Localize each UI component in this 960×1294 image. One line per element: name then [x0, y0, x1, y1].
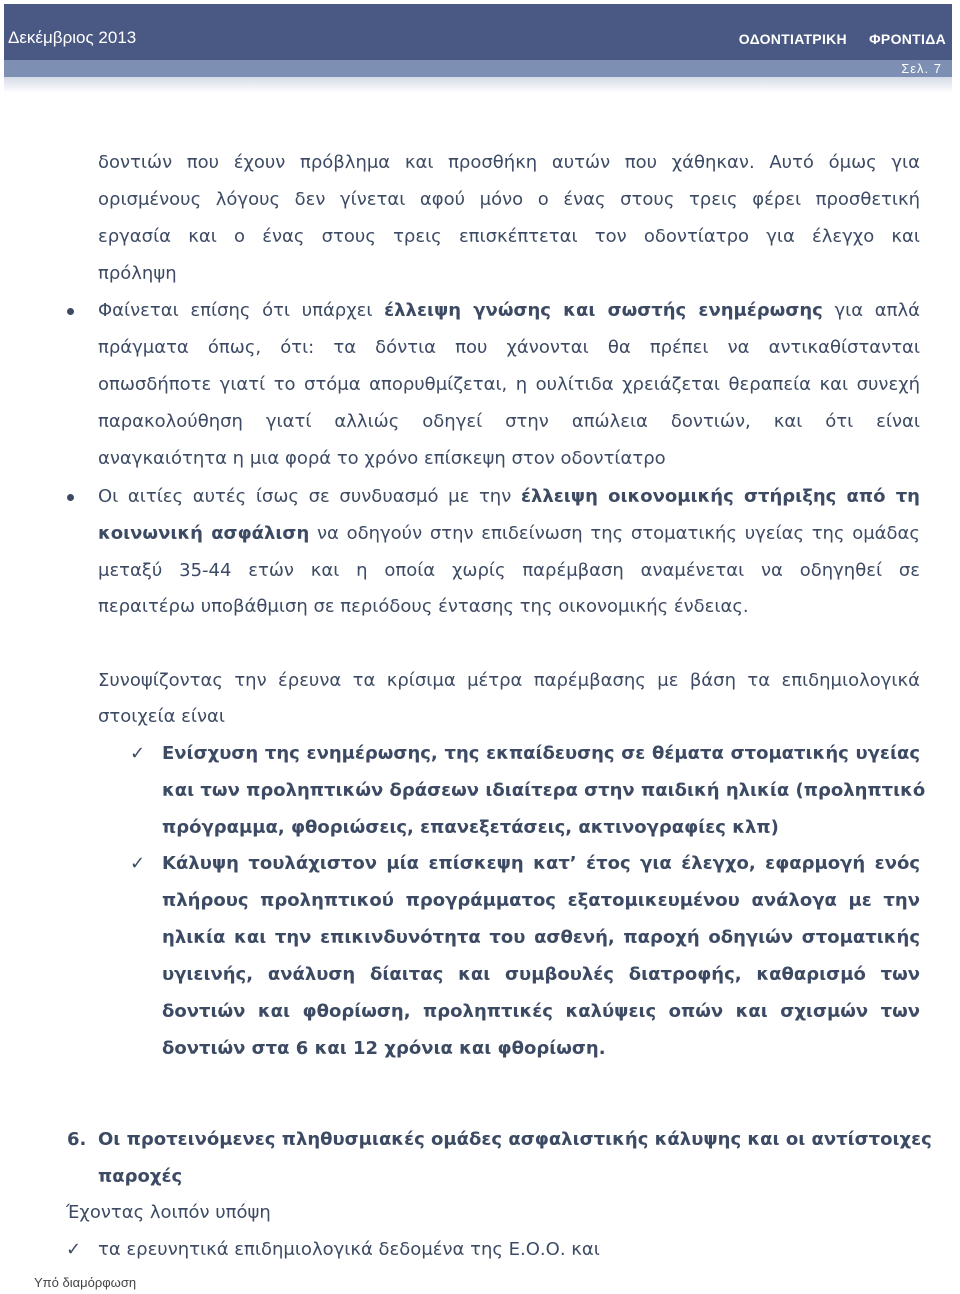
check2-line4: υγιεινής, ανάλυση δίαιτας και συμβουλές διατροφής, καθαρισμό των [162, 964, 920, 985]
bullet2-bold-phrase: έλλειψη οικονομικής στήριξης από τη [520, 486, 921, 507]
bullet1-bold-phrase: έλλειψη γνώσης και σωστής ενημέρωσης [384, 300, 823, 321]
bullet2-line1 [98, 486, 920, 508]
bullet1-line2: πράγματα όπως, ότι: τα δόντια που χάνονται θα πρέπει να αντικαθίστανται [98, 337, 920, 358]
section-heading-line1: Οι προτεινόμενες πληθυσμιακές ομάδες ασφαλιστικής κάλυψης και οι αντίστοιχες [98, 1129, 932, 1150]
check-icon: ✓ [130, 853, 146, 874]
para1-line3: εργασία και ο ένας στους τρεις επισκέπτεται τον οδοντίατρο για έλεγχο και [98, 226, 920, 247]
check2-line2: πλήρους προληπτικού προγράμματος εξατομικευμένου ανάλογα με την [162, 890, 920, 911]
check1-line2: και των προληπτικών δράσεων ιδιαίτερα στην παιδική ηλικία (προληπτικό [162, 780, 926, 801]
check-icon: ✓ [130, 743, 146, 764]
summary-line1: Συνοψίζοντας την έρευνα τα κρίσιμα μέτρα παρέμβασης με βάση τα επιδημιολογικά [98, 670, 920, 691]
check2-line3: ηλικία και την επικινδυνότητα του ασθενή, παροχή οδηγιών στοματικής [162, 927, 920, 948]
check1-line3: πρόγραμμα, φθοριώσεις, επανεξετάσεις, ακτινογραφίες κλπ) [162, 817, 779, 838]
bullet-dot [67, 308, 74, 315]
issue-date: Δεκέμβριος 2013 [8, 28, 137, 47]
check-icon: ✓ [66, 1239, 82, 1260]
check1-line1: Ενίσχυση της ενημέρωσης, της εκπαίδευσης σε θέματα στοματικής υγείας [162, 743, 920, 764]
bullet2-line2 [98, 523, 920, 545]
bullet2-bold-phrase-2: κοινωνική ασφάλιση [98, 523, 310, 544]
header-shadow [4, 77, 952, 93]
bullet2-line4: περαιτέρω υποβάθμιση σε περιόδους έντασης της οικονομικής ένδειας. [98, 596, 749, 617]
summary-line2: στοιχεία είναι [98, 706, 225, 727]
bullet2-text-b: να οδηγούν στην επιδείνωση της στοματικής υγείας της ομάδας [309, 523, 920, 544]
bullet2-text-a: Οι αιτίες αυτές ίσως σε συνδυασμό με την [98, 486, 521, 507]
page-number: Σελ. 7 [901, 61, 942, 76]
para1-line4: πρόληψη [98, 263, 177, 284]
check2-line6: δοντιών στα 6 και 12 χρόνια και φθορίωση. [162, 1038, 606, 1059]
bullet-dot [67, 494, 74, 501]
check2-line1: Κάλυψη τουλάχιστον μία επίσκεψη κατ’ έτος για έλεγχο, εφαρμογή ενός [162, 853, 920, 874]
footer-note: Υπό διαμόρφωση [34, 1275, 137, 1290]
para1-line2: ορισμένους λόγους δεν γίνεται αφού μόνο ο ένας στους τρεις φέρει προσθετική [98, 189, 920, 210]
check2-line5: δοντιών και φθορίωση, προληπτικές καλύψεις οπών και σχισμών των [162, 1001, 920, 1022]
given-line: Έχοντας λοιπόν υπόψη [66, 1202, 271, 1223]
magazine-title: ΟΔΟΝΤΙΑΤΡΙΚΗ ΦΡΟΝΤΙΔΑ [738, 31, 946, 47]
bullet1-line5: αναγκαιότητα η μια φορά το χρόνο επίσκεψη στον οδοντίατρο [98, 448, 666, 469]
bullet1-text-a: Φαίνεται επίσης ότι υπάρχει [98, 300, 385, 321]
section-heading-line2: παροχές [98, 1166, 183, 1187]
bullet1-line4: παρακολούθηση γιατί αλλιώς οδηγεί στην απώλεια δοντιών, και ότι είναι [98, 411, 920, 432]
check3-line: τα ερευνητικά επιδημιολογικά δεδομένα της Ε.Ο.Ο. και [98, 1239, 600, 1260]
section-number: 6. [67, 1129, 87, 1150]
bullet2-line3: μεταξύ 35-44 ετών και η οποία χωρίς παρέμβαση αναμένεται να οδηγηθεί σε [98, 560, 920, 581]
header-bar [4, 4, 952, 60]
para1-line1: δοντιών που έχουν πρόβλημα και προσθήκη αυτών που χάθηκαν. Αυτό όμως για [98, 152, 920, 173]
header-subbar [4, 60, 952, 77]
bullet1-line3: οπωσδήποτε γιατί το στόμα απορυθμίζεται, η ουλίτιδα χρειάζεται θεραπεία και συνεχή [98, 374, 920, 395]
bullet1-text-c: για απλά [822, 300, 921, 321]
bullet1-line1 [98, 300, 920, 322]
